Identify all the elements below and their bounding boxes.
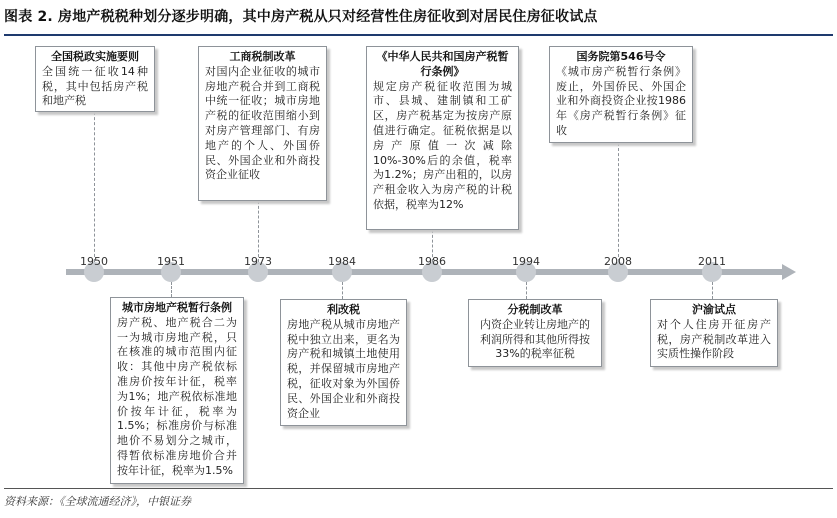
footer-rule	[4, 488, 833, 489]
event-box-2011	[650, 299, 778, 367]
connector-1994	[526, 282, 527, 299]
year-label-2011: 2011	[698, 255, 726, 268]
event-text-1994: 内资企业转让房地产的利润所得和其他所得按33%的税率征税	[480, 317, 590, 361]
connector-1950	[94, 112, 95, 262]
event-text-1973: 对国内企业征收的城市房地产税合并到工商税中统一征收；城市房地产税的征收范围缩小到对房产管理部门、有房地产的个人、外国侨民、外国企业和外商投资企业征收	[205, 64, 320, 182]
year-label-1994: 1994	[512, 255, 540, 268]
event-box-1986	[366, 46, 519, 230]
event-text-1984: 房地产税从城市房地产税中独立出来，更名为房产税和城镇土地使用税，并保留城市房地产税，征收对象为外国侨民、外国企业和外商投资企业	[287, 317, 400, 420]
year-label-1951: 1951	[157, 255, 185, 268]
event-heading-1951: 城市房地产税暂行条例	[122, 301, 232, 314]
year-label-1973: 1973	[244, 255, 272, 268]
event-box-1950	[35, 46, 155, 112]
connector-2011	[712, 282, 713, 299]
event-box-2008	[549, 46, 693, 143]
timeline-arrowhead	[782, 264, 796, 280]
event-box-1984	[280, 299, 407, 426]
connector-1973	[258, 201, 259, 262]
event-box-1994	[468, 299, 602, 367]
connector-1984	[342, 282, 343, 299]
event-heading-2011: 沪渝试点	[692, 303, 736, 316]
event-heading-2008: 国务院第546号令	[576, 50, 666, 63]
event-heading-1984: 利改税	[327, 303, 360, 316]
connector-2008	[618, 143, 619, 262]
year-label-2008: 2008	[604, 255, 632, 268]
source-note: 资料来源：《全球流通经济》，中银证券	[4, 495, 191, 508]
year-label-1984: 1984	[328, 255, 356, 268]
event-text-1986: 规定房产税征收范围为城市、县城、建制镇和工矿区，房产税基定为按房产原值进行确定。征税依据是以房产原值一次减除10%-30%后的余值，税率为1.2%；房产出租的，以房产租金收入为房产税的计税依据，税率为12%	[373, 79, 512, 211]
connector-1951	[171, 282, 172, 297]
title-underline	[4, 34, 833, 36]
event-text-1950: 全国统一征收14种税，其中包括房产税和地产税	[42, 64, 148, 108]
event-heading-1973: 工商税制改革	[229, 50, 296, 63]
event-text-2011: 对个人住房开征房产税，房产税制改革进入实质性操作阶段	[657, 317, 771, 361]
event-heading-1950: 全国税政实施要则	[51, 50, 139, 63]
connector-1986	[432, 230, 433, 262]
year-label-1950: 1950	[80, 255, 108, 268]
year-label-1986: 1986	[418, 255, 446, 268]
event-text-1951: 房产税、地产税合二为一为城市房地产税，只在核准的城市范围内征收：其他中房产税依标准房价按年计征，税率为1%；地产税依标准地价按年计征，税率为1.5%；标准房价与标准地价不易划分之城市，得暂依标准房地价合并按年计征，税率为1.5%	[117, 315, 237, 477]
event-box-1951	[110, 297, 244, 484]
event-heading-1986: 《中华人民共和国房产税暂行条例》	[376, 50, 509, 78]
figure-title: 图表 2. 房地产税税种划分逐步明确，其中房产税从只对经营性住房征收到对居民住房征收试点	[4, 9, 598, 25]
event-heading-1994: 分税制改革	[507, 303, 563, 316]
event-text-2008: 《城市房产税暂行条例》废止，外国侨民、外国企业和外商投资企业按1986年《房产税暂行条例》征收	[556, 64, 686, 137]
event-box-1973	[198, 46, 327, 201]
